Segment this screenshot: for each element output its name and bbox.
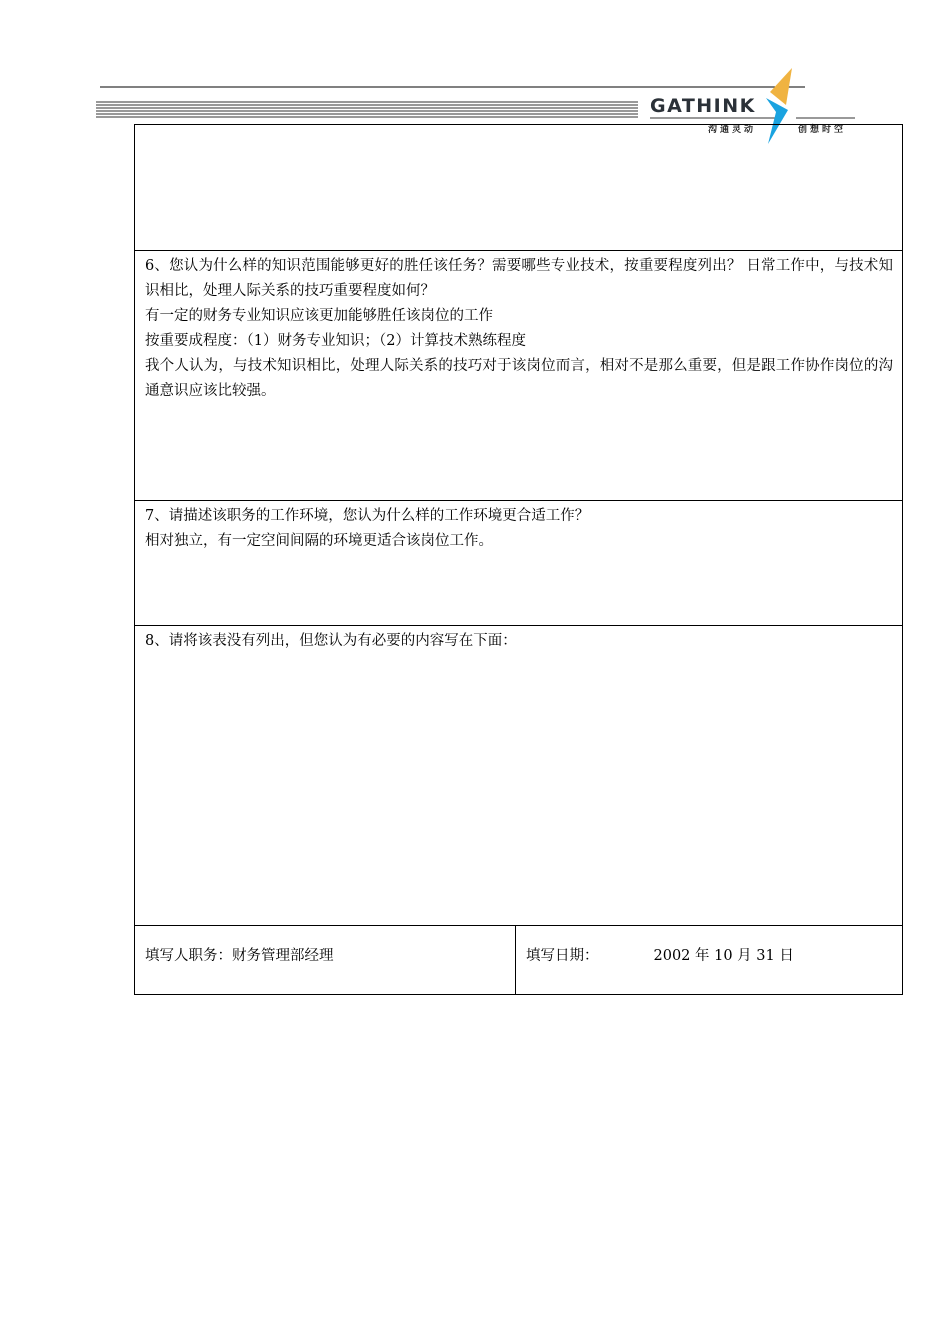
answer-7-text: 相对独立，有一定空间间隔的环境更适合该岗位工作。 (145, 533, 493, 549)
brand-tagline-left: 沟通灵动 (708, 125, 757, 135)
question-6-text: 6、您认为什么样的知识范围能够更好的胜任该任务？需要哪些专业技术，按重要程度列出？ 日常工作中，与技术知识相比，处理人际关系的技巧重要程度如何？ (145, 258, 893, 299)
date-field (516, 926, 902, 994)
question-8-section (135, 626, 902, 926)
empty-answer-section (135, 125, 902, 251)
question-7-text: 7、请描述该职务的工作环境，您认为什么样的工作环境更合适工作？ (145, 508, 590, 524)
question-6-section (135, 251, 902, 501)
brand-name: GATHINK (650, 95, 756, 117)
question-7-section (135, 501, 902, 626)
position-field: 填写人职务：财务管理部经理 (135, 926, 516, 994)
answer-6-line-2: 按重要成程度：（1）财务专业知识；（2）计算技术熟练程度 (145, 333, 526, 349)
brand-tagline-right: 创想时空 (798, 125, 847, 135)
answer-6-line-3: 我个人认为，与技术知识相比，处理人际关系的技巧对于该岗位而言，相对不是那么重要，但是跟工作协作岗位的沟通意识应该比较强。 (145, 358, 893, 399)
answer-6-line-1: 有一定的财务专业知识应该更加能够胜任该岗位的工作 (145, 308, 493, 324)
question-8-text: 8、请将该表没有列出，但您认为有必要的内容写在下面： (145, 633, 517, 649)
date-label: 填写日期： (526, 948, 599, 964)
date-value: 2002 年 10 月 31 日 (653, 948, 794, 964)
form-footer (135, 926, 902, 994)
job-analysis-form (134, 124, 903, 995)
